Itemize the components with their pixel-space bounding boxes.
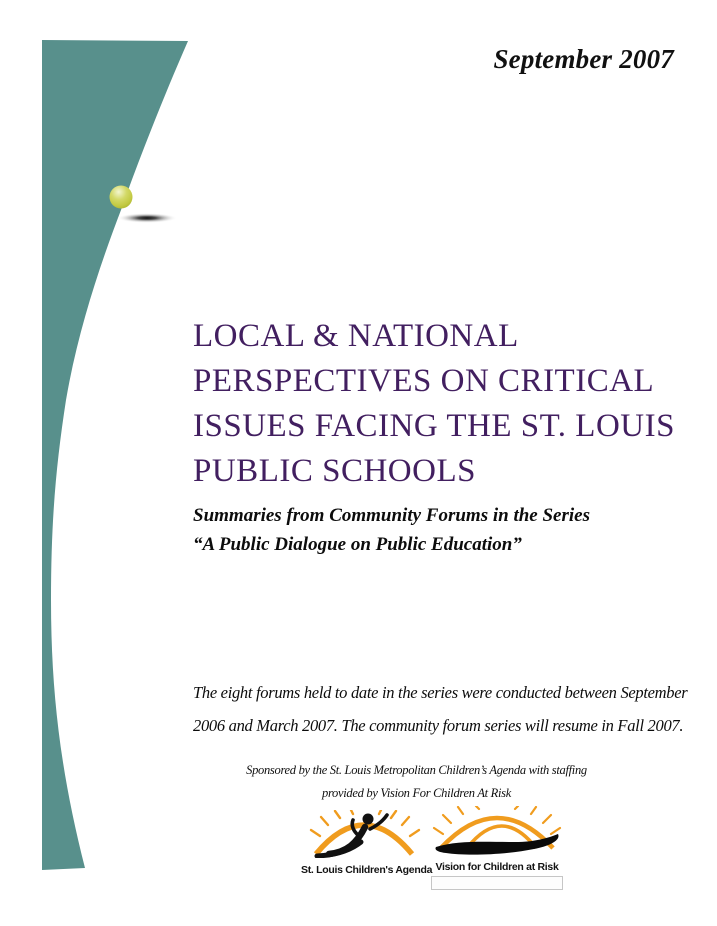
vision-logo-label: Vision for Children at Risk	[435, 861, 559, 873]
description-line: 2006 and March 2007. The community forum series will resume in Fall 2007.	[193, 715, 684, 735]
ball-shadow-graphic	[117, 213, 177, 223]
title-line: PERSPECTIVES ON CRITICAL	[193, 363, 655, 399]
title-line: PUBLIC SCHOOLS	[193, 453, 476, 489]
subtitle-line: “A Public Dialogue on Public Education”	[193, 534, 522, 555]
description-line: The eight forums held to date in the series were conducted between September	[193, 683, 688, 702]
subtitle-line: Summaries from Community Forums in the Series	[193, 505, 590, 526]
vision-sunrise-icon	[429, 806, 565, 856]
cover-date: September 2007	[493, 44, 674, 74]
sponsor-note	[193, 759, 640, 804]
vision-for-children-logo	[429, 806, 565, 890]
cover-title	[193, 314, 675, 494]
teal-swoosh-graphic	[42, 40, 188, 870]
title-line: LOCAL & NATIONAL	[193, 318, 519, 354]
childrens-agenda-logo-label: St. Louis Children's Agenda	[301, 864, 433, 876]
ball-graphic	[110, 186, 133, 209]
vision-logo-empty-box	[431, 876, 563, 890]
title-line: ISSUES FACING THE ST. LOUIS	[193, 408, 675, 444]
cover-subtitle	[193, 501, 590, 559]
childrens-agenda-logo	[301, 810, 433, 876]
sponsor-line: provided by Vision For Children At Risk	[322, 785, 511, 800]
sponsor-line: Sponsored by the St. Louis Metropolitan Children’s Agenda with staffing	[246, 763, 587, 777]
cover-description	[193, 677, 687, 742]
childrens-agenda-sun-figure-icon	[301, 810, 427, 858]
